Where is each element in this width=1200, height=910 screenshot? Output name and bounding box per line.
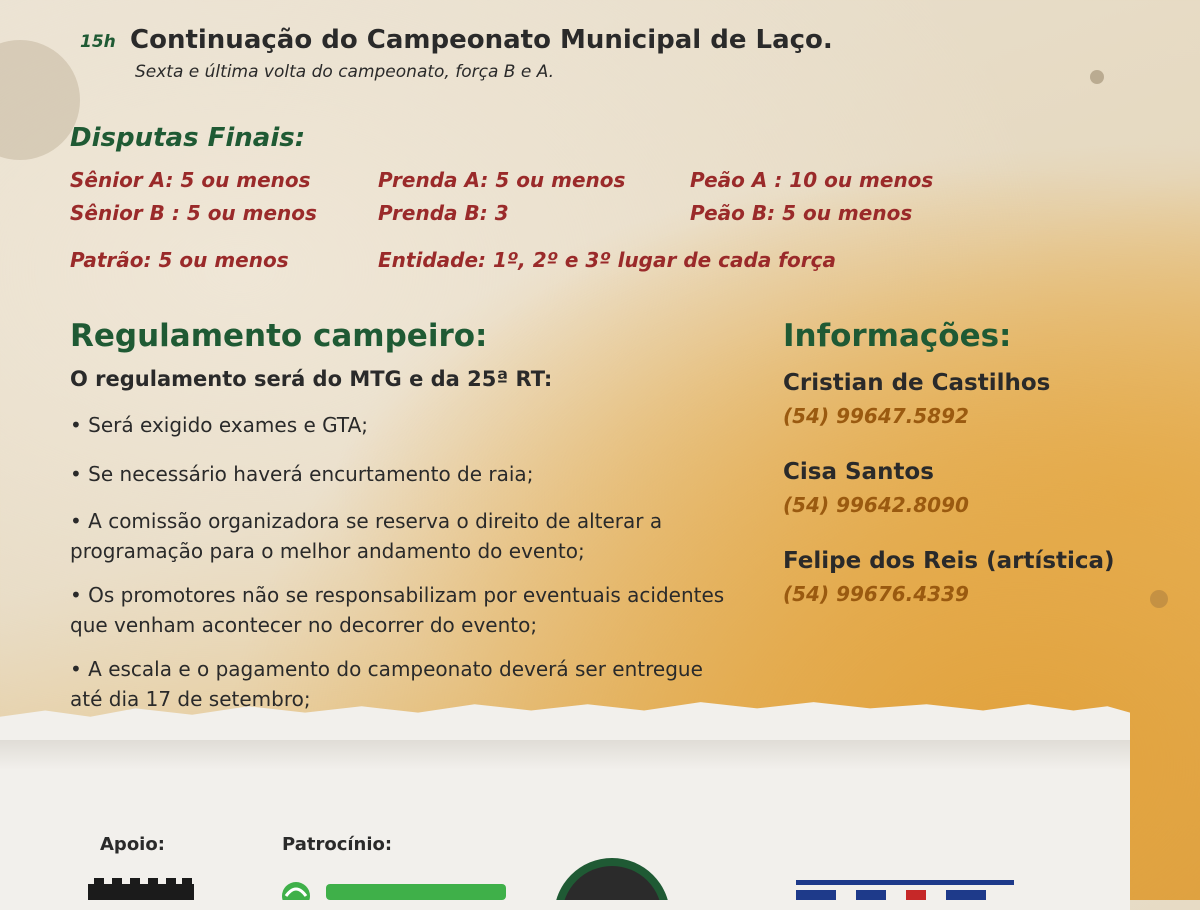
final-label: Sênior B : (70, 201, 180, 225)
contact-name: Cisa Santos (783, 459, 934, 485)
rule-item: • Será exigido exames e GTA; (70, 413, 369, 437)
paper-stain (0, 40, 80, 160)
final-label: Patrão: (70, 248, 152, 272)
final-value: 5 ou menos (495, 168, 626, 192)
final-item (378, 201, 509, 225)
final-label: Prenda B: (378, 201, 488, 225)
final-item (378, 248, 836, 272)
paper-stain (1150, 590, 1168, 608)
contact-name: Cristian de Castilhos (783, 370, 1051, 396)
info-heading: Informações: (783, 318, 1012, 354)
final-label: Sênior A: (70, 168, 174, 192)
sponsor-logo-circle (552, 856, 672, 900)
final-label: Peão A : (690, 168, 783, 192)
final-value: 5 ou menos (186, 201, 317, 225)
final-label: Entidade: (378, 248, 487, 272)
final-value: 5 ou menos (158, 248, 289, 272)
contact-phone: (54) 99676.4339 (783, 582, 969, 606)
final-item (690, 201, 912, 225)
rule-item: • Se necessário haverá encurtamento de raia; (70, 462, 534, 486)
regulation-heading: Regulamento campeiro: (70, 318, 488, 354)
final-value: 1º, 2º e 3º lugar de cada força (492, 248, 836, 272)
sponsor-logo-green (278, 876, 510, 900)
final-item (70, 201, 317, 225)
paper-stain (1090, 70, 1104, 84)
final-item (70, 248, 289, 272)
support-label: Apoio: (100, 834, 165, 855)
final-item (378, 168, 625, 192)
contact-phone: (54) 99642.8090 (783, 493, 969, 517)
rule-item: • Os promotores não se responsabilizam por eventuais acidentes que venham acontecer no decorrer do evento; (70, 583, 725, 637)
rule-item: • A comissão organizadora se reserva o direito de alterar a programação para o melhor andamento do evento; (70, 509, 663, 563)
final-item (690, 168, 933, 192)
event-title: Continuação do Campeonato Municipal de Laço. (130, 25, 833, 55)
final-value: 5 ou menos (782, 201, 913, 225)
contact-name: Felipe dos Reis (artística) (783, 548, 1115, 574)
rule-item: • A escala e o pagamento do campeonato deverá ser entregue até dia 17 de setembro; (70, 657, 703, 711)
municipal-crest-logo (88, 876, 194, 900)
final-value: 5 ou menos (180, 168, 311, 192)
schedule-time: 15h (80, 32, 116, 52)
final-item (70, 168, 311, 192)
contact-phone: (54) 99647.5892 (783, 404, 969, 428)
torn-paper-shadow (0, 740, 1130, 770)
regulation-subheading: O regulamento será do MTG e da 25ª RT: (70, 367, 553, 391)
sponsor-logo-stripes (796, 880, 1014, 900)
final-label: Prenda A: (378, 168, 489, 192)
final-value: 3 (494, 201, 509, 225)
finals-heading: Disputas Finais: (70, 123, 306, 153)
final-label: Peão B: (690, 201, 776, 225)
sponsor-label: Patrocínio: (282, 834, 393, 855)
event-subtitle: Sexta e última volta do campeonato, força B e A. (135, 62, 555, 82)
final-value: 10 ou menos (789, 168, 934, 192)
